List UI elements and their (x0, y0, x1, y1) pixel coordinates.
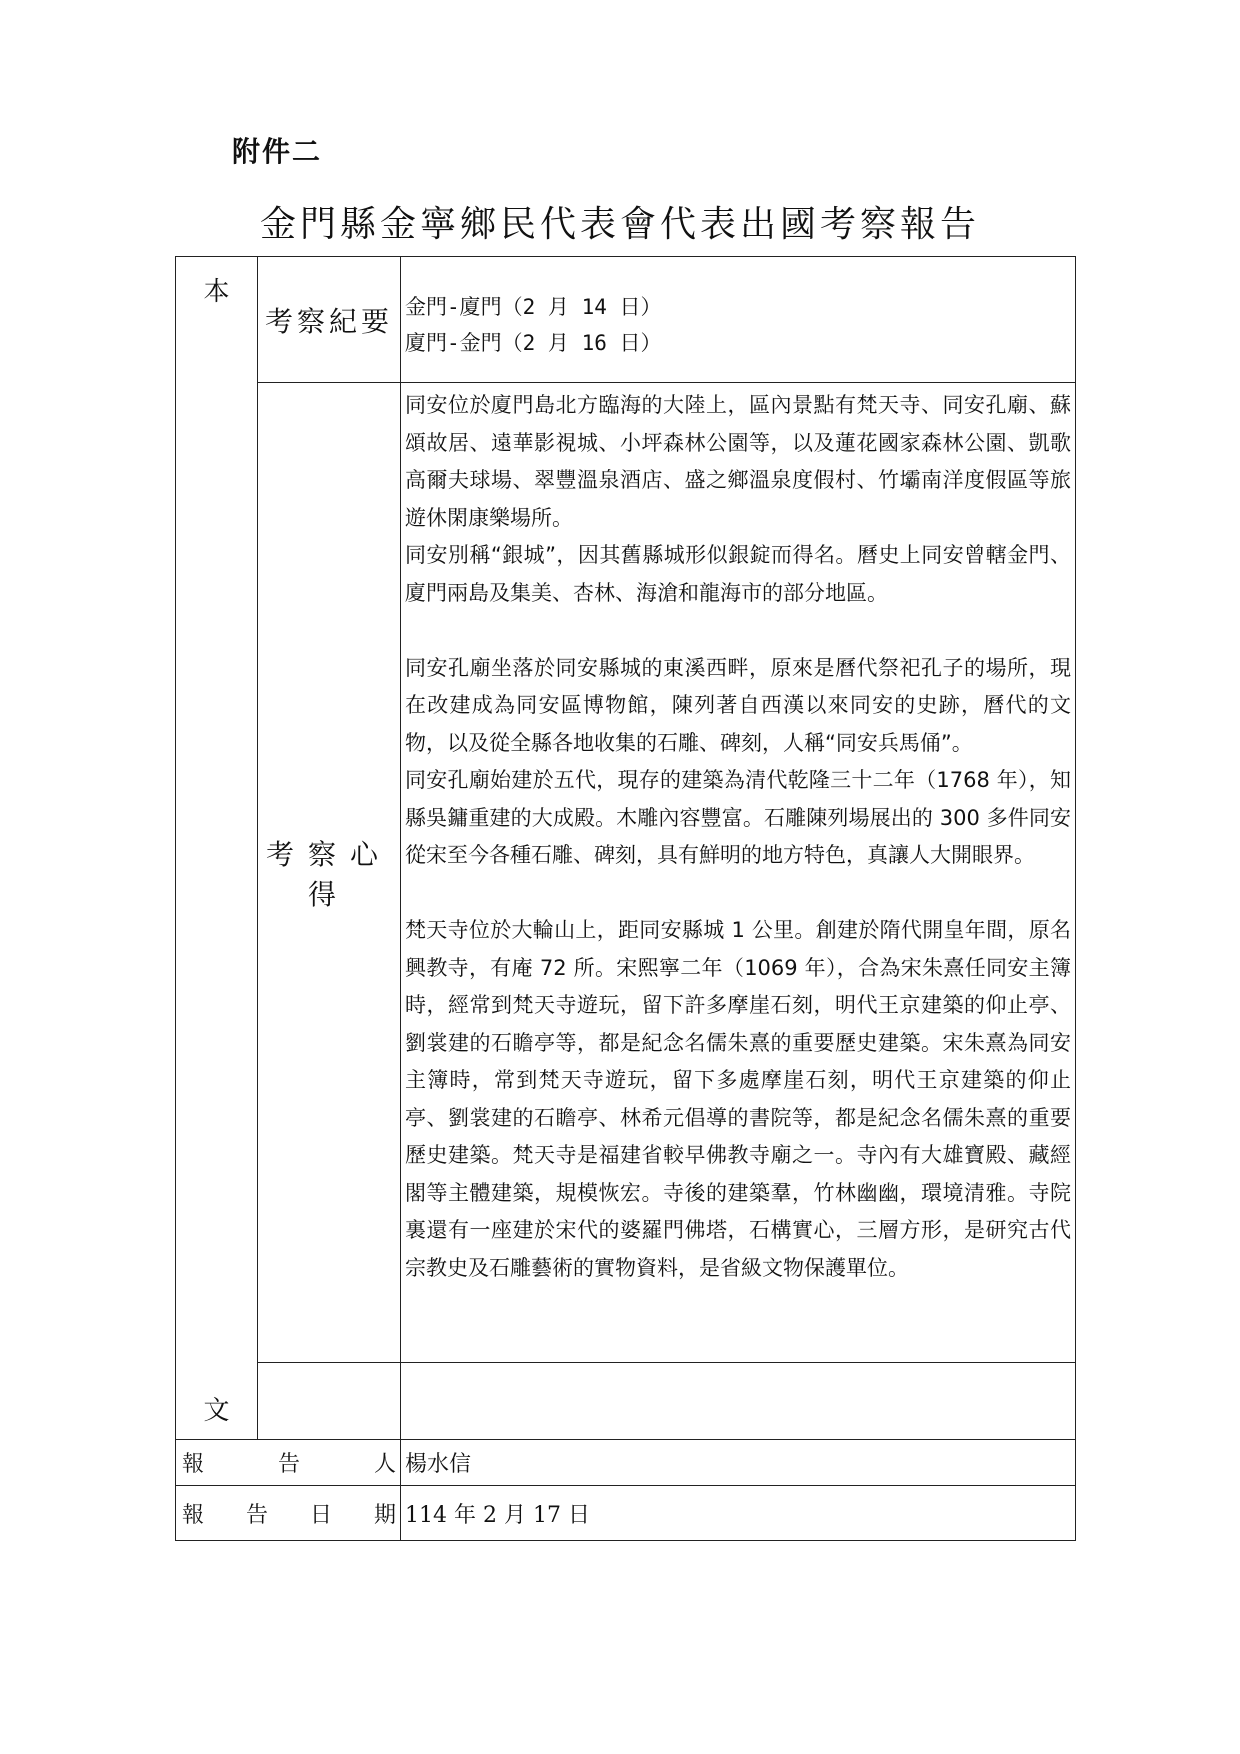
paragraph-gap (405, 875, 1071, 913)
date-label-cell (176, 1486, 401, 1541)
label-char: 人 (373, 1452, 396, 1477)
paragraph: 同安孔廟坐落於同安縣城的東溪西畔，原來是曆代祭祀孔子的場所，現在改建成為同安區博物館，陳列著自西漢以來同安的史跡，曆代的文物，以及從全縣各地收集的石雕、碑刻，人稱“同安兵馬俑”。 (405, 655, 1071, 755)
report-title: 金門縣金寧鄉民代表會代表出國考察報告 (259, 204, 980, 245)
annex-label: 附件二 (232, 135, 323, 168)
label-char: 告 (277, 1452, 300, 1477)
summary-row (176, 257, 1076, 383)
reporter-row (176, 1440, 1076, 1486)
paragraph: 同安別稱“銀城”，因其舊縣城形似銀錠而得名。曆史上同安曾轄金門、廈門兩島及集美、杏林、海滄和龍海市的部分地區。 (405, 543, 1071, 605)
itinerary-line: 廈門-金門（2 月 16 日） (405, 331, 662, 355)
report-table (175, 256, 1076, 1541)
main-text-label-cell (176, 257, 258, 1440)
paragraph: 梵天寺位於大輪山上，距同安縣城 1 公里。創建於隋代開皇年間，原名興教寺，有庵 72 所。宋熙寧二年（1069 年），合為宋朱熹任同安主簿時，經常到梵天寺遊玩，留下許多摩崖石刻，明代王京建築的仰止亭、劉裳建的石瞻亭等，都是紀念名儒朱熹的重要歷史建築。宋朱熹為同安主簿時，常到梵天寺遊玩，留下多處摩崖石刻，明代王京建築的仰止亭、劉裳建的石瞻亭、林希元倡導的書院等，都是紀念名儒朱熹的重要歷史建築。梵天寺是福建省較早佛教寺廟之一。寺內有大雄寶殿、藏經閣等主體建築，規模恢宏。寺後的建築羣，竹林幽幽，環境清雅。寺院裏還有一座建於宋代的婆羅門佛塔，石構實心，三層方形，是研究古代宗教史及石雕藝術的實物資料，是省級文物保護單位。 (405, 918, 1071, 1280)
main-label-top: 本 (203, 277, 230, 307)
reporter-value: 楊水信 (401, 1440, 1076, 1486)
main-label-bottom: 文 (203, 1396, 230, 1426)
label-char: 報 (182, 1502, 205, 1528)
label-char: 告 (245, 1502, 268, 1528)
empty-row (176, 1363, 1076, 1440)
label-char: 報 (182, 1452, 205, 1477)
paragraph: 同安位於廈門島北方臨海的大陸上，區內景點有梵天寺、同安孔廟、蘇頌故居、遠華影視城、小坪森林公園等，以及蓮花國家森林公園、凱歌高爾夫球場、翠豐溫泉酒店、盛之鄉溫泉度假村、竹壩南洋度假區等旅遊休閑康樂場所。 (405, 393, 1071, 530)
label-char: 日 (309, 1502, 332, 1528)
reporter-label (182, 1447, 400, 1478)
reflections-row (176, 383, 1076, 1363)
reporter-label-cell (176, 1440, 401, 1486)
date-label (182, 1498, 400, 1529)
itinerary-line: 金門-廈門（2 月 14 日） (405, 295, 662, 319)
empty-cell (401, 1363, 1076, 1440)
reflections-content (401, 383, 1076, 1363)
summary-label: 考察紀要 (258, 257, 401, 383)
summary-content (401, 257, 1076, 383)
date-value: 114 年 2 月 17 日 (401, 1486, 1076, 1541)
date-row (176, 1486, 1076, 1541)
paragraph: 同安孔廟始建於五代，現存的建築為清代乾隆三十二年（1768 年），知縣吳鏞重建的大成殿。木雕內容豐富。石雕陳列場展出的 300 多件同安從宋至今各種石雕、碑刻，具有鮮明的地方特色，真讓人大開眼界。 (405, 768, 1071, 867)
empty-cell (258, 1363, 401, 1440)
label-char: 期 (373, 1502, 396, 1528)
reflections-label: 考察心得 (258, 383, 401, 1363)
paragraph-gap (405, 612, 1071, 650)
